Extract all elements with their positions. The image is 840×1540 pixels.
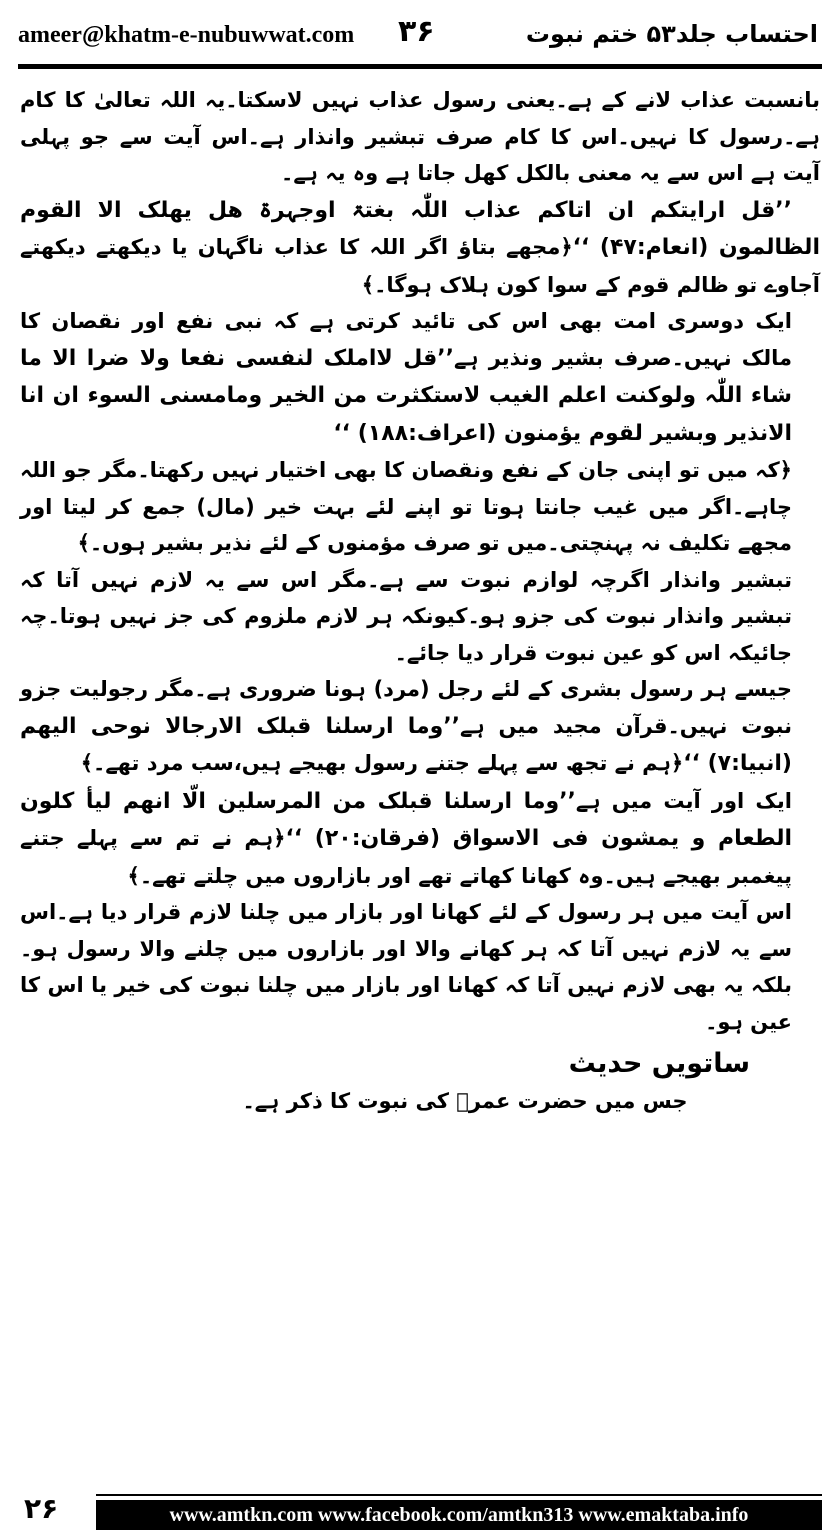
- header-email: ameer@khatm-e-nubuwwat.com: [18, 22, 355, 48]
- footer-links: www.amtkn.com www.facebook.com/amtkn313 www.emaktaba.info: [96, 1500, 822, 1530]
- paragraph-6: [20, 671, 820, 783]
- paragraph-6-text: جیسے ہر رسول بشری کے لئے رجل (مرد) ہونا ضروری ہے۔مگر رجولیت جزو نبوت نہیں۔قرآن مجید میں ہے: [20, 677, 792, 738]
- paragraph-3: [20, 303, 820, 452]
- paragraph-2: [20, 192, 820, 304]
- quote-aaraf: ’’قل لااملک لنفسی نفعا ولا ضرا الا ما شاء اللّٰہ ولوکنت اعلم الغیب لاستکثرت من الخیر ومامسنی السوء ان انا الانذیر وبشیر لقوم یؤمنون (اعراف:۱۸۸) ‘‘: [20, 345, 792, 446]
- section-heading: ساتویں حدیث: [568, 1048, 750, 1079]
- paragraph-7-text: ایک اور آیت میں ہے: [575, 788, 792, 813]
- paragraph-4: ﴿کہ میں تو اپنی جان کے نفع ونقصان کا بھی اختیار نہیں رکھتا۔مگر جو اللہ چاہے۔اگر میں غیب جانتا ہوتا تو اپنے لئے بہت خیر (مال) جمع کر لیتا اور مجھے تکلیف نہ پہنچتی۔میں تو صرف مؤمنوں کے لئے نذیر بشیر ہوں۔﴾: [20, 458, 792, 555]
- translation-furqan: ﴿ہم نے تم سے پہلے جتنے پیغمبر بھیجے ہیں۔وہ کھانا کھاتے تھے اور بازاروں میں چلتے تھے۔﴾: [20, 826, 792, 888]
- page-header: [0, 0, 840, 64]
- paragraph-1: بانسبت عذاب لانے کے ہے۔یعنی رسول عذاب نہیں لاسکتا۔یہ اللہ تعالیٰ کا کام ہے۔رسول کا نہیں۔اس کا کام صرف تبشیر وانذار ہے۔اس آیت سے جو پہلی آیت ہے اس سے یہ معنی بالکل کھل جاتا ہے وہ یہ ہے۔: [20, 88, 820, 185]
- page-footer: [0, 1486, 840, 1540]
- quote-anbiya: ’’وما ارسلنا قبلک الارجالا نوحی الیھم (انبیا:۷) ‘‘: [20, 713, 792, 776]
- section-subheading: جس میں حضرت عمرؓ کی نبوت کا ذکر ہے۔: [242, 1088, 688, 1113]
- paragraph-8: اس آیت میں ہر رسول کے لئے کھانا اور بازار میں چلنا لازم قرار دیا ہے۔اس سے یہ لازم نہیں آتا کہ ہر کھانے والا اور بازاروں میں چلنے والا رسول ہو۔بلکہ یہ بھی لازم نہیں آتا کہ کھانا اور بازار میں چلنا نبوت کی خیر یا اس کا عین ہو۔: [20, 900, 792, 1034]
- translation-anam: ﴿مجھے بتاؤ اگر اللہ کا عذاب ناگہان یا دیکھتے دیکھتے آجاوے تو ظالم قوم کے سوا کون ہلاک ہوگا۔﴾: [20, 235, 820, 297]
- translation-anbiya: ﴿ہم نے تجھ سے پہلے جتنے رسول بھیجے ہیں،سب مرد تھے۔﴾: [80, 751, 684, 775]
- footer-page-number: ۲۶: [24, 1492, 59, 1525]
- header-book-title: احتساب جلد۵۳ ختم نبوت: [525, 20, 818, 48]
- header-page-number: ۳۶: [398, 14, 435, 49]
- paragraph-3-text: ایک دوسری امت بھی اس کی تائید کرتی ہے کہ نبی نفع اور نقصان کا مالک نہیں۔صرف بشیر ونذیر ہے: [20, 309, 792, 370]
- quote-furqan: ’’وما ارسلنا قبلک من المرسلین الّا انھم لیأ کلون الطعام و یمشون فی الاسواق (فرقان:۲۰) ‘‘: [20, 788, 792, 851]
- paragraph-7: [20, 783, 820, 895]
- paragraph-5: تبشیر وانذار اگرچہ لوازم نبوت سے ہے۔مگر اس سے یہ لازم نہیں آتا کہ تبشیر وانذار نبوت کی جزو ہو۔کیونکہ ہر لازم ملزوم کی جز نہیں ہوتا۔چہ جائیکہ اس کو عین نبوت قرار دیا جائے۔: [20, 567, 792, 665]
- page-body: [20, 82, 820, 1119]
- header-rule: [18, 64, 822, 69]
- quote-anam: ’’قل ارایتکم ان اتاکم عذاب اللّٰہ بغتۃ اوجہرۃ ھل یھلک الا القوم الظالمون (انعام:۴۷) ‘‘: [20, 197, 820, 260]
- footer-rule: [96, 1494, 822, 1496]
